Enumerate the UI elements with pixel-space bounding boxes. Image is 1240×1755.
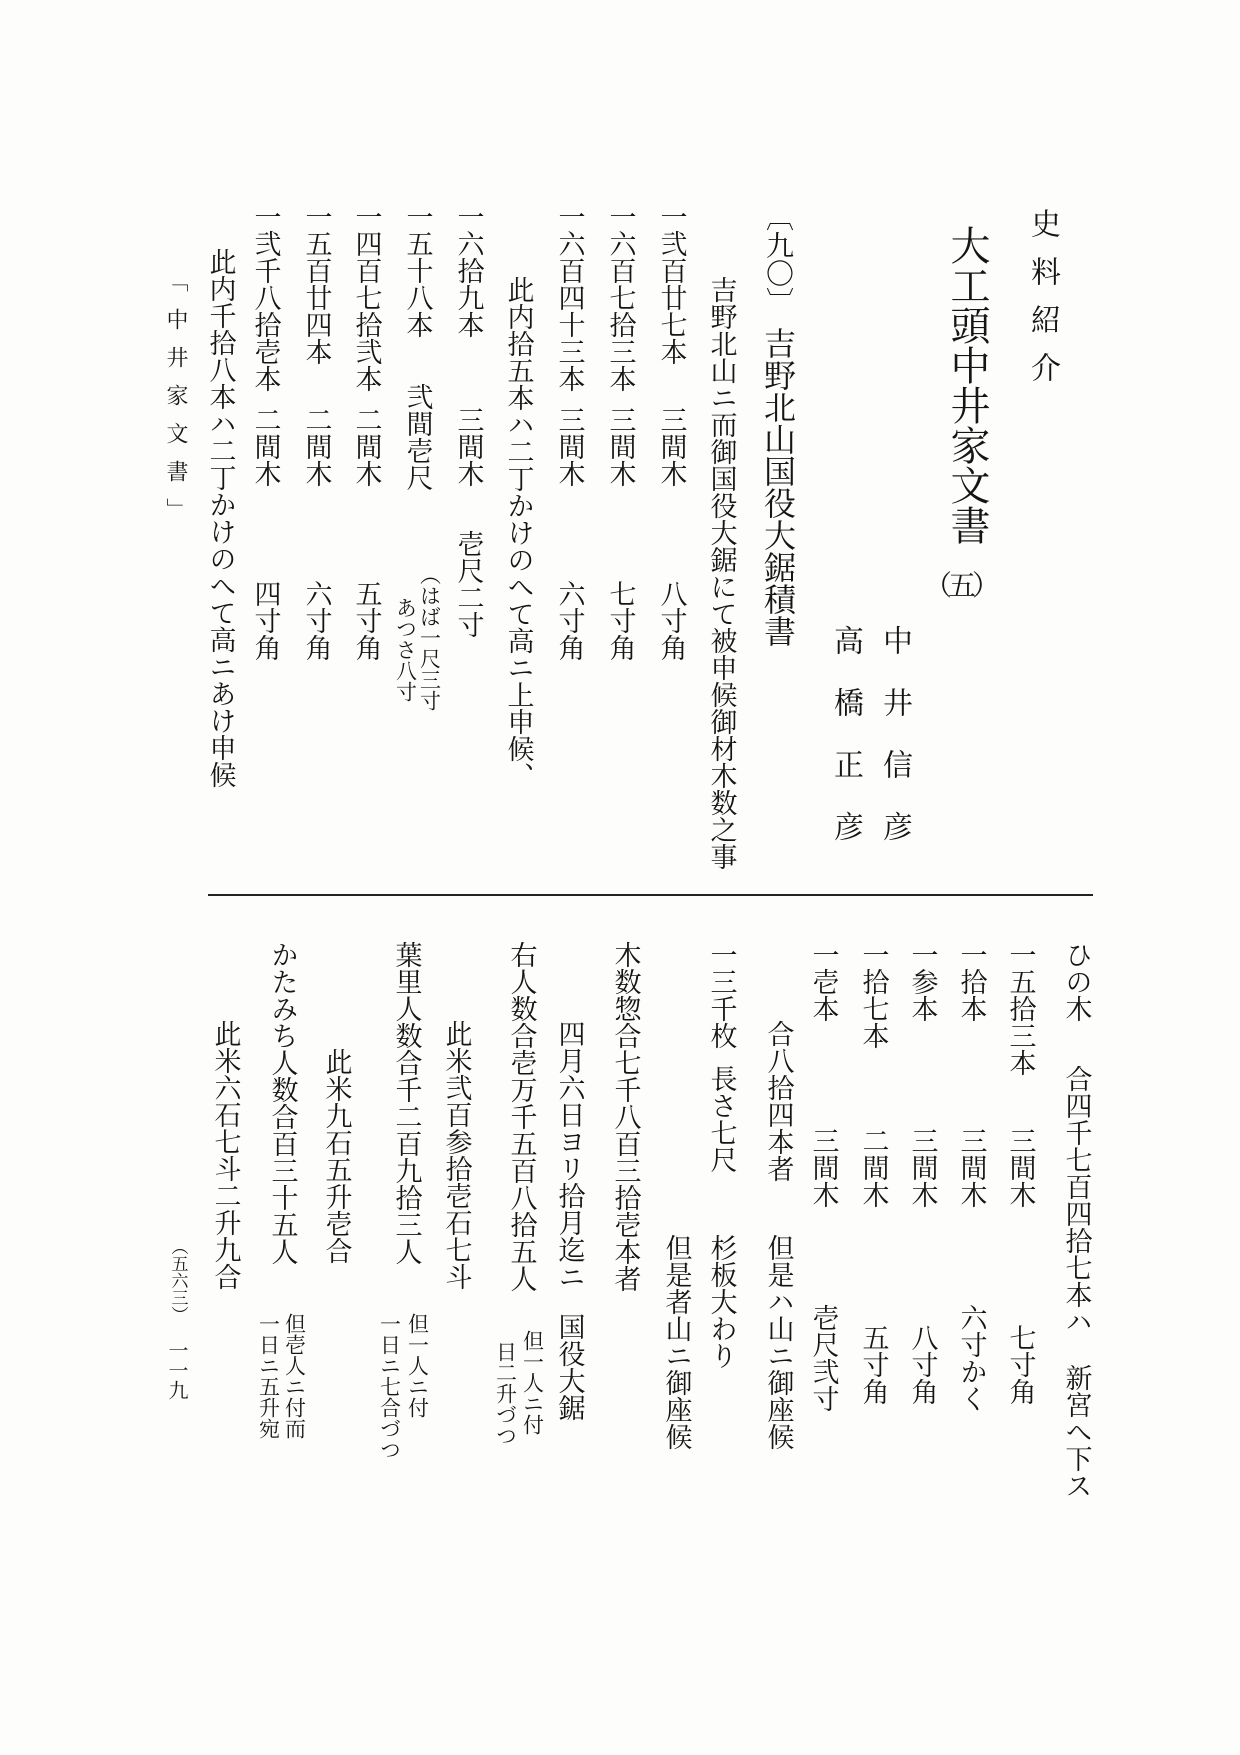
entry-note: 此内千拾八本ハ二丁かけのへて高ニあけ申候 xyxy=(204,248,236,788)
entry-length: 二間木 xyxy=(300,406,332,487)
entry-ration-note: 日二升づつ xyxy=(493,1341,518,1446)
page-number: 一一九 xyxy=(165,1340,189,1400)
entry-quantity: 一五十八本 xyxy=(401,203,433,338)
entry-length: 三間木 xyxy=(1004,1127,1036,1208)
article-part: （五） xyxy=(923,569,997,602)
running-footer: 「中井家文書」 xyxy=(163,270,188,536)
entry-quantity: 一壱本 xyxy=(807,941,839,1022)
entry-label: 国役大鋸 xyxy=(553,1313,585,1421)
entry-length: 弐間壱尺 xyxy=(401,383,433,491)
entry-section: 壱尺二寸 xyxy=(452,530,484,638)
entry-total: かたみち人数合百三十五人 xyxy=(266,941,298,1265)
entry-quantity: 一四百七拾弐本 xyxy=(350,203,382,392)
author-name: 高橋正彦 xyxy=(828,625,863,873)
entry-total: 合四千七百四拾七本ハ xyxy=(1060,1065,1092,1335)
entry-section-note: （はば一尺三寸 xyxy=(417,564,442,711)
entry-quantity: 一五百廿四本 xyxy=(300,203,332,365)
entry-length: 三間木 xyxy=(906,1127,938,1208)
entry-section: 杉板大わり xyxy=(705,1234,737,1369)
document-title: 吉野北山国役大鋸積書 xyxy=(759,327,797,647)
entry-quantity: 一五拾三本 xyxy=(1004,941,1036,1076)
entry-length: 三間木 xyxy=(955,1127,987,1208)
entry-length: 三間木 xyxy=(553,406,585,487)
entry-length: 二間木 xyxy=(857,1127,889,1208)
entry-label: ひの木 xyxy=(1060,941,1092,1022)
entry-section: 六寸かく xyxy=(955,1304,987,1412)
entry-length: 長さ七尺 xyxy=(705,1065,737,1173)
entry-length: 二間木 xyxy=(350,406,382,487)
entry-note: 此内拾五本ハ二丁かけのへて高ニ上申候、 xyxy=(502,276,534,789)
entry-section-note: あつさ八寸 xyxy=(393,597,418,702)
entry-length: 三間木 xyxy=(807,1127,839,1208)
author-name: 中井信彦 xyxy=(877,625,912,873)
entry-quantity: 一六百四十三本 xyxy=(553,203,585,392)
entry-total: 合八拾四本者 xyxy=(762,1020,794,1182)
entry-length: 三間木 xyxy=(452,406,484,487)
entry-rice: 此米弐百参拾壱石七斗 xyxy=(440,1020,472,1290)
entry-length: 三間木 xyxy=(604,406,636,487)
section-divider xyxy=(208,894,1093,896)
entry-destination: 新宮へ下ス xyxy=(1060,1364,1092,1499)
entry-quantity: 一六百七拾三本 xyxy=(604,203,636,392)
page-number-journal: （五六三） xyxy=(167,1238,188,1323)
entry-section: 五寸角 xyxy=(350,580,382,661)
entry-ration-note: 一日ニ七合づつ xyxy=(377,1313,402,1460)
entry-section: 七寸角 xyxy=(1004,1324,1036,1405)
entry-ration-note: 一日ニ五升宛 xyxy=(256,1313,281,1439)
entry-total: 右人数合壱万千五百八拾五人 xyxy=(505,941,537,1292)
entry-section: 八寸角 xyxy=(655,580,687,661)
entry-quantity: 一六拾九本 xyxy=(452,203,484,338)
document-number: 〔九〇〕 xyxy=(762,203,795,315)
entry-section: 八寸角 xyxy=(906,1324,938,1405)
series-label: 史料紹介 xyxy=(1025,208,1060,400)
entry-ration-note: 但壱人ニ付而 xyxy=(282,1313,307,1439)
entry-period: 四月六日ヨリ拾月迄ニ xyxy=(553,1020,585,1290)
entry-quantity: 一弐千八拾壱本 xyxy=(249,203,281,392)
entry-length: 二間木 xyxy=(249,406,281,487)
entry-total: 木数惣合七千八百三拾壱本者 xyxy=(609,941,641,1292)
entry-total: 葉里人数合千二百九拾三人 xyxy=(390,941,422,1265)
entry-quantity: 一三千枚 xyxy=(705,941,737,1049)
entry-section: 壱尺弐寸 xyxy=(807,1304,839,1412)
entry-quantity: 一拾本 xyxy=(955,941,987,1022)
entry-length: 三間木 xyxy=(655,406,687,487)
entry-rice: 此米九石五升壱合 xyxy=(320,1048,352,1264)
entry-section: 六寸角 xyxy=(300,580,332,661)
entry-rice: 此米六石七斗二升九合 xyxy=(209,1020,241,1290)
article-title: 大工頭中井家文書 xyxy=(944,225,990,545)
document-subject: 吉野北山ニ而御国役大鋸にて被申候御材木数之事 xyxy=(705,276,737,870)
entry-quantity: 一弐百廿七本 xyxy=(655,203,687,365)
entry-section: 五寸角 xyxy=(857,1324,889,1405)
entry-ration-note: 但一人ニ付 xyxy=(405,1313,430,1418)
entry-section: 七寸角 xyxy=(604,580,636,661)
entry-quantity: 一拾七本 xyxy=(857,941,889,1049)
entry-quantity: 一参本 xyxy=(906,941,938,1022)
entry-section: 四寸角 xyxy=(249,580,281,661)
entry-note: 但是ハ山ニ御座候 xyxy=(762,1234,794,1450)
entry-ration-note: 但一人ニ付 xyxy=(520,1330,545,1435)
entry-section: 六寸角 xyxy=(553,580,585,661)
entry-note: 但是者山ニ御座候 xyxy=(660,1234,692,1450)
